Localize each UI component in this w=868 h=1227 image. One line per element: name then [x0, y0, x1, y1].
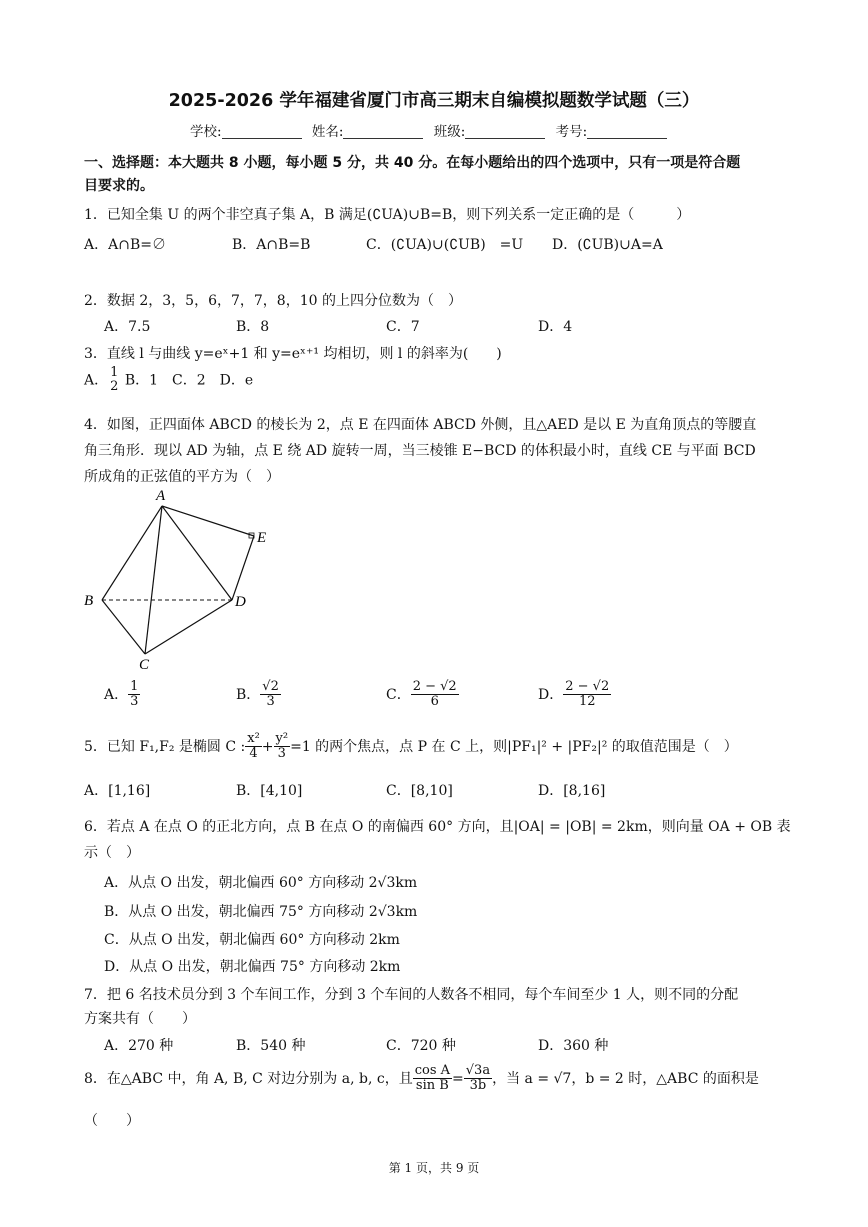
q5-y-fraction [274, 732, 291, 762]
q7-line2: 方案共有（ ） [84, 1011, 196, 1027]
q4-option-d [538, 680, 611, 710]
q7-option-a: A．270 种 [104, 1038, 174, 1054]
q3-stem: 3．直线 l 与曲线 y=eˣ+1 和 y=eˣ⁺¹ 均相切，则 l 的斜率为( ) [84, 346, 502, 362]
q8-cos-sin-fraction [413, 1064, 452, 1094]
q8-f1-denominator: sin B [415, 1078, 449, 1094]
q6-option-c: C．从点 O 出发，朝北偏西 60° 方向移动 2km [104, 932, 400, 948]
q4-a-numerator: 1 [130, 679, 139, 694]
edge-cd [145, 600, 232, 654]
q4-b-denominator: 3 [266, 694, 275, 710]
q5-x-fraction [245, 732, 262, 762]
q4-option-b-label: B． [236, 686, 261, 703]
q8-line2: （ ） [84, 1113, 140, 1129]
section-heading-line1: 一、选择题：本大题共 8 小题，每小题 5 分，共 40 分。在每小题给出的四个选项中，只有一项是符合题 [84, 155, 741, 171]
vertex-d-label: D [235, 594, 246, 610]
vertex-b-label: B [84, 593, 94, 609]
q8-equals: = [452, 1070, 464, 1087]
q6-option-b: B．从点 O 出发，朝北偏西 75° 方向移动 2√3km [104, 904, 418, 920]
q4-b-numerator: √2 [262, 679, 279, 694]
q5-option-c: C．[8,10] [386, 783, 453, 799]
class-blank[interactable] [465, 124, 545, 139]
q8-ratio-fraction [464, 1064, 492, 1094]
page-title: 2025-2026 学年福建省厦门市高三期末自编模拟题数学试题（三） [168, 91, 700, 111]
q4-line3: 所成角的正弦值的平方为（ ） [84, 469, 280, 485]
vertex-a-label: A [156, 488, 166, 504]
q4-option-b [236, 680, 281, 710]
q1-option-c: C．(∁UA)∪(∁UB) =U [366, 237, 524, 253]
vertex-c-label: C [139, 657, 150, 673]
q1-option-a: A．A∩B=∅ [84, 237, 166, 253]
q5-x-numerator: x² [247, 731, 260, 746]
q3-options [84, 366, 253, 395]
q8-stem-post: ，当 a = √7，b = 2 时，△ABC 的面积是 [492, 1070, 759, 1087]
q3-option-a-fraction [108, 366, 120, 395]
q4-c-numerator: 2 − √2 [412, 679, 457, 694]
q1-option-d: D．(∁UB)∪A=A [552, 237, 663, 253]
tetrahedron-figure [80, 484, 280, 674]
edge-ed [232, 536, 254, 600]
q3-options-rest: B．1 C．2 D．e [124, 372, 254, 389]
name-label: 姓名: [311, 124, 344, 140]
vertex-e-label: E [257, 530, 267, 546]
q3-a-numerator: 1 [110, 365, 119, 380]
q2-stem: 2．数据 2，3，5，6，7，7，8，10 的上四分位数为（ ） [84, 293, 462, 309]
q4-option-a-fraction [128, 680, 140, 710]
q6-option-d: D．从点 O 出发，朝北偏西 75° 方向移动 2km [104, 959, 401, 975]
q5-option-a: A．[1,16] [84, 783, 151, 799]
q7-option-c: C．720 种 [386, 1038, 456, 1054]
q5-option-d: D．[8,16] [538, 783, 606, 799]
q2-option-d: D．4 [538, 319, 573, 335]
q7-line1: 7．把 6 名技术员分到 3 个车间工作，分到 3 个车间的人数各不相同，每个车间至少 1 人，则不同的分配 [84, 987, 739, 1003]
q8-f1-numerator: cos A [414, 1063, 451, 1078]
q2-option-c: C．7 [386, 319, 420, 335]
exam-no-blank[interactable] [587, 124, 667, 139]
student-info-line [190, 120, 673, 140]
q4-option-a [104, 680, 140, 710]
q1-option-b: B．A∩B=B [232, 237, 311, 253]
edge-ae [162, 506, 254, 536]
q8-stem-pre: 8．在△ABC 中，角 A, B, C 对边分别为 a, b, c，且 [84, 1070, 413, 1087]
q8-stem [84, 1064, 759, 1094]
class-label: 班级: [433, 124, 466, 140]
school-label: 学校: [190, 124, 222, 140]
q4-option-c-fraction [411, 680, 459, 710]
q8-f2-numerator: √3a [465, 1063, 491, 1078]
q4-option-c-label: C． [386, 686, 411, 703]
q3-a-denominator: 2 [110, 379, 119, 395]
q5-x-denominator: 4 [249, 746, 258, 762]
q6-option-a: A．从点 O 出发，朝北偏西 60° 方向移动 2√3km [104, 875, 418, 891]
q4-line1: 4．如图，正四面体 ABCD 的棱长为 2，点 E 在四面体 ABCD 外侧，且△AED 是以 E 为直角顶点的等腰直 [84, 417, 757, 433]
q6-line2: 示（ ） [84, 845, 140, 861]
q4-d-denominator: 12 [578, 694, 596, 710]
q4-option-d-label: D． [538, 686, 564, 703]
q4-line2: 角三角形．现以 AD 为轴，点 E 绕 AD 旋转一周，当三棱锥 E−BCD 的体积最小时，直线 CE 与平面 BCD [84, 443, 756, 459]
q4-option-a-label: A． [104, 686, 129, 703]
q4-a-denominator: 3 [130, 694, 139, 710]
q7-option-d: D．360 种 [538, 1038, 609, 1054]
q4-option-d-fraction [563, 680, 611, 710]
q5-plus: + [261, 738, 274, 755]
q1-stem: 1．已知全集 U 的两个非空真子集 A，B 满足(∁UA)∪B=B，则下列关系一定正确的是（ ） [84, 207, 691, 223]
q4-option-b-fraction [260, 680, 281, 710]
q5-stem [84, 732, 738, 762]
q4-option-c [386, 680, 459, 710]
q2-option-b: B．8 [236, 319, 270, 335]
school-blank[interactable] [222, 124, 302, 139]
page-footer: 第 1 页，共 9 页 [388, 1161, 480, 1175]
q7-option-b: B．540 种 [236, 1038, 306, 1054]
q3-option-a-label: A． [84, 372, 109, 389]
q2-option-a: A．7.5 [104, 319, 151, 335]
q4-d-numerator: 2 − √2 [565, 679, 610, 694]
edge-ad [162, 506, 232, 600]
q5-y-numerator: y² [275, 731, 289, 746]
name-blank[interactable] [343, 124, 423, 139]
exam-no-label: 考号: [555, 124, 588, 140]
section-heading-line2: 目要求的。 [84, 178, 154, 194]
q5-y-denominator: 3 [277, 746, 286, 762]
q8-f2-denominator: 3b [469, 1078, 487, 1094]
q5-stem-post: =1 的两个焦点，点 P 在 C 上，则|PF₁|² + |PF₂|² 的取值范围是（ ） [290, 738, 738, 755]
q6-line1: 6．若点 A 在点 O 的正北方向，点 B 在点 O 的南偏西 60° 方向，且|OA| = |OB| = 2km，则向量 OA + OB 表 [84, 819, 791, 835]
q5-option-b: B．[4,10] [236, 783, 303, 799]
edge-bc [102, 600, 145, 654]
q5-stem-pre: 5．已知 F₁,F₂ 是椭圆 C : [84, 738, 246, 755]
q4-c-denominator: 6 [430, 694, 439, 710]
